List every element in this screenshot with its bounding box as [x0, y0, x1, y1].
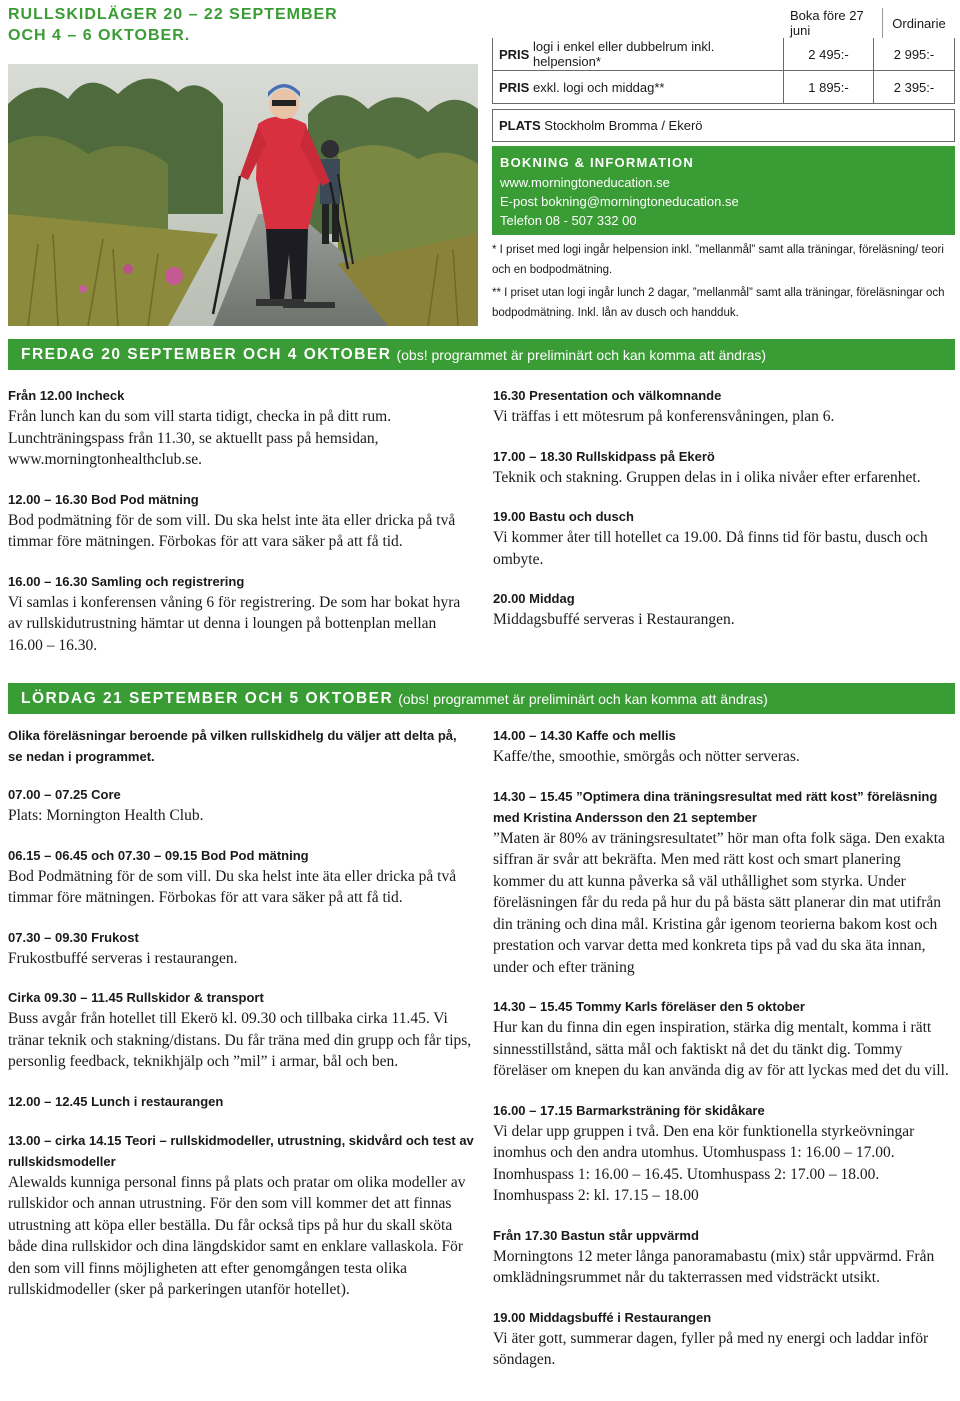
schedule-item-body: Vi delar upp gruppen i två. Den ena kör funktionella styrkeövningar inomhus och den andra utomhus. Utomhuspass 1: 16.00 – 17.00. Inomhuspass 1: 16.00 – 16.45. Utomhuspass 2: 17.00 – 18.00. Inomhuspass 2: kl. 17.15 – 18.00 [493, 1122, 915, 1204]
schedule-item-heading: 16.00 – 16.30 Samling och registrering [8, 573, 245, 589]
booking-phone: Telefon 08 - 507 332 00 [500, 213, 637, 228]
price-table-header [492, 8, 955, 38]
schedule-item [8, 571, 474, 657]
price-row-label: logi i enkel eller dubbelrum inkl. helpension* [532, 39, 715, 69]
schedule-item [493, 786, 955, 979]
price-early: 2 495:- [783, 38, 873, 70]
schedule-item-body: Teknik och stakning. Gruppen delas in i olika nivåer efter erfarenhet. [493, 468, 921, 486]
place-label: Stockholm Bromma / Ekerö [544, 118, 703, 133]
saturday-left-column [8, 725, 474, 1319]
schedule-item-heading: 14.00 – 14.30 Kaffe och mellis [493, 728, 676, 743]
schedule-item-heading: 20.00 Middag [493, 591, 575, 606]
schedule-item [8, 1130, 474, 1301]
schedule-item-heading: Cirka 09.30 – 11.45 Rullskidor & transport [8, 990, 264, 1005]
schedule-item [8, 987, 474, 1073]
saturday-title: LÖRDAG 21 SEPTEMBER OCH 5 OKTOBER [21, 689, 394, 707]
schedule-item-heading: 16.30 Presentation och välkomnande [493, 388, 722, 403]
schedule-item [493, 446, 955, 489]
schedule-item [493, 996, 955, 1082]
schedule-item-body: Från lunch kan du som vill starta tidigt, checka in på ditt rum. Lunchträningspass från 11.30, se aktuellt pass på hemsidan, www.morningtonhealthclub.se. [8, 408, 392, 468]
schedule-item [493, 506, 955, 570]
price-table [492, 8, 955, 142]
place-label-bold: PLATS [499, 118, 541, 133]
saturday-right-column [493, 725, 955, 1389]
schedule-item-heading: 07.30 – 09.30 Frukost [8, 929, 139, 945]
schedule-item-body: Vi träffas i ett mötesrum på konferensvåningen, plan 6. [493, 408, 835, 425]
price-footnotes [492, 240, 957, 326]
schedule-item [8, 489, 474, 553]
schedule-item-heading: 14.30 – 15.45 Tommy Karls föreläser den 5 oktober [493, 999, 805, 1014]
schedule-item-body: Hur kan du finna din egen inspiration, stärka dig mentalt, komma i rätt sinnesstillstånd, sätta mål och faktiskt nå det du tänkt dig. Tommy föreläser om knepen du kan använda dig av för att lyckas med det du vill. [493, 1019, 949, 1079]
price-row-label-bold: PRIS [499, 79, 530, 95]
schedule-item-body: ”Maten är 80% av träningsresultatet” hör man ofta folk säga. Den exakta siffran är svår att bekräfta. Men med rätt kost och smart planering kommer du att kunna påverka så väl uthållighet som styrka. Under föreläsningen får du reda på hur du på bästa sätt planerar din mat utifrån din träning och dina mål. Kristina går igenom teorierna bakom kost och prestation och varvar detta med konkreta tips på vad du ska äta innan, under och efter träning [493, 829, 945, 976]
price-early: 1 895:- [783, 71, 873, 103]
saturday-intro [8, 725, 474, 767]
price-row-label-bold: PRIS [499, 46, 530, 62]
schedule-item [493, 385, 955, 428]
price-row [492, 71, 955, 104]
schedule-item [8, 784, 474, 827]
schedule-item-body: Bod podmätning för de som vill. Du ska helst inte äta eller dricka på två timmar före mätningen. Förbokas för att vara säker på att få tid. [8, 511, 456, 550]
schedule-item-body: Vi äter gott, summerar dagen, fyller på med ny energi och laddar inför söndagen. [493, 1329, 929, 1368]
schedule-item-body: Frukostbuffé serveras i restaurangen. [8, 949, 238, 967]
schedule-item [493, 1100, 955, 1207]
schedule-item [493, 588, 955, 631]
schedule-item-body: Alewalds kunniga personal finns på plats och pratar om olika modeller av rullskidor och annan utrustning. För den som vill kommer det att finnas utrustning att köpa eller beställa. Du får också tips på hur du skall sköta både dina rullskidor och dina längdskidor samt en enklare vallaskola. För den som vill finns möjligheten att efter genomgången testa olika rullskidmodeller (sker på parkeringen utanför hotellet). [8, 1173, 466, 1298]
schedule-item-heading: 07.00 – 07.25 Core [8, 787, 121, 802]
col-regular: Ordinarie [882, 8, 955, 38]
price-regular: 2 395:- [873, 71, 954, 103]
footnote-1: * I priset med logi ingår helpension inkl. ”mellanmål” samt alla träningar, föreläsning/ teori och en bodpodmätning. [492, 244, 944, 276]
schedule-item [8, 845, 474, 909]
schedule-item-body: Kaffe/the, smoothie, smörgås och nötter serveras. [493, 748, 800, 765]
schedule-item [8, 385, 474, 471]
booking-url[interactable]: www.morningtoneducation.se [500, 175, 670, 190]
col-early-booking: Boka före 27 juni [790, 8, 864, 38]
title-line-2: OCH 4 – 6 OKTOBER. [8, 27, 191, 44]
saturday-intro-text: Olika föreläsningar beroende på vilken rullskidhelg du väljer att delta på, se nedan i programmet. [8, 728, 457, 764]
schedule-item-heading: 12.00 – 16.30 Bod Pod mätning [8, 491, 199, 507]
friday-left-column [8, 385, 474, 674]
booking-info-box [492, 146, 955, 235]
schedule-item [493, 1225, 955, 1289]
price-regular: 2 995:- [873, 38, 954, 70]
schedule-item-heading: 13.00 – cirka 14.15 Teori – rullskidmodeller, utrustning, skidvård och test av rullskidsmodeller [8, 1132, 474, 1169]
title-line-1: RULLSKIDLÄGER 20 – 22 SEPTEMBER [8, 6, 338, 23]
friday-right-column [493, 385, 955, 649]
schedule-item-heading: 19.00 Middagsbuffé i Restaurangen [493, 1309, 712, 1325]
place-row [492, 109, 955, 142]
schedule-item-heading: 16.00 – 17.15 Barmarksträning för skidåkare [493, 1102, 765, 1118]
saturday-note: (obs! programmet är preliminärt och kan komma att ändras) [398, 690, 768, 707]
friday-note: (obs! programmet är preliminärt och kan komma att ändras) [396, 346, 767, 363]
schedule-item-heading: 06.15 – 06.45 och 07.30 – 09.15 Bod Pod mätning [8, 847, 309, 863]
schedule-item-heading: 12.00 – 12.45 Lunch i restaurangen [8, 1093, 224, 1109]
schedule-item-body: Buss avgår från hotellet till Ekerö kl. 09.30 och tillbaka cirka 11.45. Vi tränar teknik och stakning/distans. Du får träna med din grupp och får tips, personlig feedback, teknikhjälp och ”mil” i armar, bål och ben. [8, 1010, 472, 1070]
booking-email[interactable]: E-post bokning@morningtoneducation.se [500, 194, 739, 209]
schedule-item [493, 725, 955, 768]
schedule-item-body: Vi samlas i konferensen våning 6 för registrering. De som har bokat hyra av rullskidutrustning hämtar ut denna i loungen på bottenplan mellan 16.00 – 16.30. [8, 593, 461, 654]
schedule-item-heading: 19.00 Bastu och dusch [493, 509, 634, 524]
price-row [492, 38, 955, 71]
schedule-item-body: Morningtons 12 meter långa panoramabastu (mix) står uppvärmd. Från omklädningsrummet når du takterrassen med vidsträckt utsikt. [493, 1247, 935, 1286]
schedule-item-heading: Från 17.30 Bastun står uppvärmd [493, 1227, 699, 1243]
schedule-item-body: Middagsbuffé serveras i Restaurangen. [493, 611, 735, 628]
schedule-item-heading: 17.00 – 18.30 Rullskidpass på Ekerö [493, 448, 715, 464]
schedule-item-body: Vi kommer åter till hotellet ca 19.00. Då finns tid för bastu, dusch och ombyte. [493, 529, 928, 568]
booking-heading: BOKNING & INFORMATION [500, 155, 694, 170]
roller-skier-photo [8, 64, 478, 326]
schedule-item-body: Bod Podmätning för de som vill. Du ska helst inte äta eller dricka på två timmar före mätningen. Förbokas för att vara säker på att få tid. [8, 867, 457, 906]
schedule-item [493, 1307, 955, 1371]
schedule-item-heading: 14.30 – 15.45 ”Optimera dina träningsresultat med rätt kost” föreläsning med Kristina Andersson den 21 september [493, 788, 938, 825]
friday-section-header [8, 339, 955, 370]
footnote-2: ** I priset utan logi ingår lunch 2 dagar, ”mellanmål” samt alla träningar, föreläsningar och bodpodmätning. Inkl. lån av dusch och handduk. [492, 287, 945, 319]
schedule-item [8, 927, 474, 970]
saturday-section-header [8, 683, 955, 714]
page-title [8, 4, 478, 46]
friday-title: FREDAG 20 SEPTEMBER OCH 4 OKTOBER [21, 345, 392, 363]
schedule-item-body: Plats: Mornington Health Club. [8, 807, 204, 824]
schedule-item [8, 1091, 474, 1112]
price-row-label: exkl. logi och middag** [532, 79, 665, 95]
schedule-item-heading: Från 12.00 Incheck [8, 388, 125, 403]
